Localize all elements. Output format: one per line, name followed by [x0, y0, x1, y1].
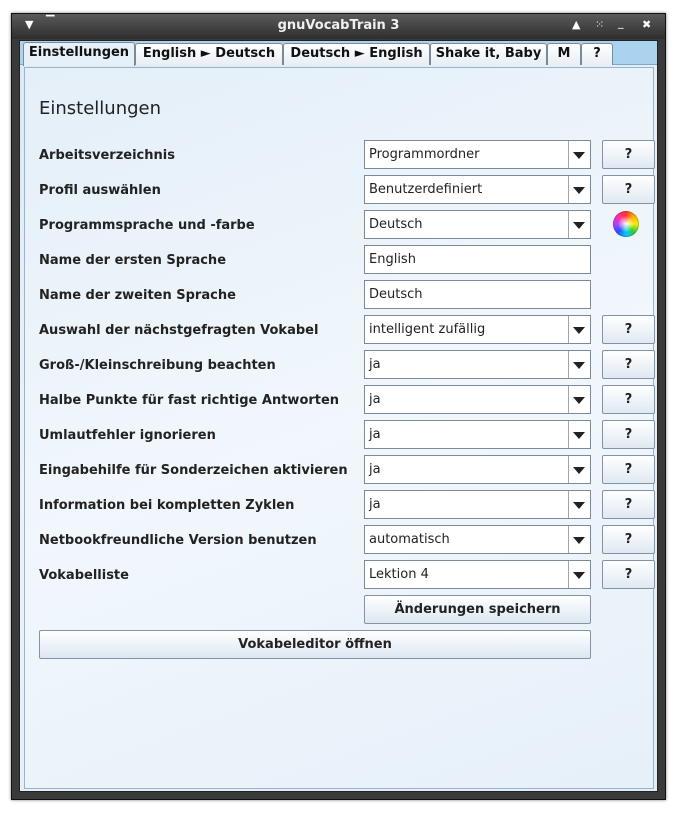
erste-sprache-input[interactable]: English — [364, 245, 591, 274]
tab-bar — [20, 41, 657, 65]
label-halbe-punkte: Halbe Punkte für fast richtige Antworten — [39, 393, 340, 408]
chevron-down-icon[interactable] — [568, 421, 590, 448]
label-arbeitsverzeichnis: Arbeitsverzeichnis — [39, 148, 175, 163]
label-erste-sprache: Name der ersten Sprache — [39, 253, 227, 268]
select-value: Benutzerdefiniert — [369, 182, 483, 197]
window-menu-icon[interactable]: ▼ — [25, 18, 34, 31]
tab-deutsch-english[interactable]: Deutsch ► English — [283, 43, 430, 65]
label-gross-kleinschreibung: Groß-/Kleinschreibung beachten — [39, 358, 276, 373]
help-button-eingabehilfe[interactable]: ? — [602, 455, 655, 484]
chevron-down-icon[interactable] — [568, 211, 590, 238]
select-value: intelligent zufällig — [369, 322, 486, 337]
eingabehilfe-select[interactable] — [364, 455, 591, 484]
label-umlautfehler: Umlautfehler ignorieren — [39, 428, 216, 443]
select-value: ja — [369, 497, 381, 512]
profil-select[interactable] — [364, 175, 591, 204]
open-vocab-editor-button[interactable]: Vokabeleditor öffnen — [39, 630, 591, 659]
save-changes-button[interactable]: Änderungen speichern — [364, 595, 591, 624]
help-button-vokabelliste[interactable]: ? — [602, 560, 655, 589]
select-value: automatisch — [369, 532, 450, 547]
label-netbook-version: Netbookfreundliche Version benutzen — [39, 533, 317, 548]
title-bar[interactable] — [12, 14, 665, 39]
select-value: ja — [369, 392, 381, 407]
label-programmsprache: Programmsprache und -farbe — [39, 218, 255, 233]
select-value: ja — [369, 427, 381, 442]
color-wheel-icon[interactable] — [613, 211, 639, 237]
label-zweite-sprache: Name der zweiten Sprache — [39, 288, 236, 303]
label-auswahl-vokabel: Auswahl der nächstgefragten Vokabel — [39, 323, 319, 338]
label-profil: Profil auswählen — [39, 183, 161, 198]
zweite-sprache-input[interactable]: Deutsch — [364, 280, 591, 309]
help-button-zyklen-info[interactable]: ? — [602, 490, 655, 519]
tab-m[interactable]: M — [547, 43, 581, 65]
label-zyklen-info: Information bei kompletten Zyklen — [39, 498, 295, 513]
programmsprache-select[interactable] — [364, 210, 591, 239]
shade-icon[interactable]: ▔ — [46, 15, 55, 28]
zyklen-info-select[interactable] — [364, 490, 591, 519]
chevron-down-icon[interactable] — [568, 456, 590, 483]
help-button-netbook-version[interactable]: ? — [602, 525, 655, 554]
chevron-down-icon[interactable] — [568, 141, 590, 168]
raise-icon[interactable]: ▲ — [572, 18, 581, 31]
close-icon[interactable]: ✖ — [642, 18, 652, 31]
chevron-down-icon[interactable] — [568, 176, 590, 203]
chevron-down-icon[interactable] — [568, 561, 590, 588]
label-vokabelliste: Vokabelliste — [39, 568, 129, 583]
umlautfehler-select[interactable] — [364, 420, 591, 449]
chevron-down-icon[interactable] — [568, 526, 590, 553]
chevron-down-icon[interactable] — [568, 316, 590, 343]
select-value: ja — [369, 357, 381, 372]
help-button-profil[interactable]: ? — [602, 175, 655, 204]
help-button-umlautfehler[interactable]: ? — [602, 420, 655, 449]
help-button-arbeitsverzeichnis[interactable]: ? — [602, 140, 655, 169]
chevron-down-icon[interactable] — [568, 491, 590, 518]
auswahl-vokabel-select[interactable] — [364, 315, 591, 344]
tab-help[interactable]: ? — [581, 43, 613, 65]
help-button-auswahl-vokabel[interactable]: ? — [602, 315, 655, 344]
netbook-version-select[interactable] — [364, 525, 591, 554]
select-value: Deutsch — [369, 217, 423, 232]
select-value: Lektion 4 — [369, 567, 429, 582]
app-window — [11, 13, 666, 800]
help-button-gross-kleinschreibung[interactable]: ? — [602, 350, 655, 379]
tab-einstellungen[interactable]: Einstellungen — [23, 42, 135, 66]
arbeitsverzeichnis-select[interactable] — [364, 140, 591, 169]
chevron-down-icon[interactable] — [568, 351, 590, 378]
tab-english-deutsch[interactable]: English ► Deutsch — [135, 43, 283, 65]
minimize-icon[interactable]: _ — [618, 16, 624, 29]
halbe-punkte-select[interactable] — [364, 385, 591, 414]
select-value: ja — [369, 462, 381, 477]
page-title: Einstellungen — [39, 98, 162, 119]
help-button-halbe-punkte[interactable]: ? — [602, 385, 655, 414]
gross-kleinschreibung-select[interactable] — [364, 350, 591, 379]
window-title: gnuVocabTrain 3 — [277, 18, 400, 33]
chevron-down-icon[interactable] — [568, 386, 590, 413]
vokabelliste-select[interactable] — [364, 560, 591, 589]
select-value: Programmordner — [369, 147, 480, 162]
pin-icon[interactable]: ⁙ — [595, 18, 605, 31]
client-area — [19, 40, 658, 792]
label-eingabehilfe: Eingabehilfe für Sonderzeichen aktivieren — [39, 463, 348, 478]
tab-shake-it-baby[interactable]: Shake it, Baby — [430, 43, 547, 65]
